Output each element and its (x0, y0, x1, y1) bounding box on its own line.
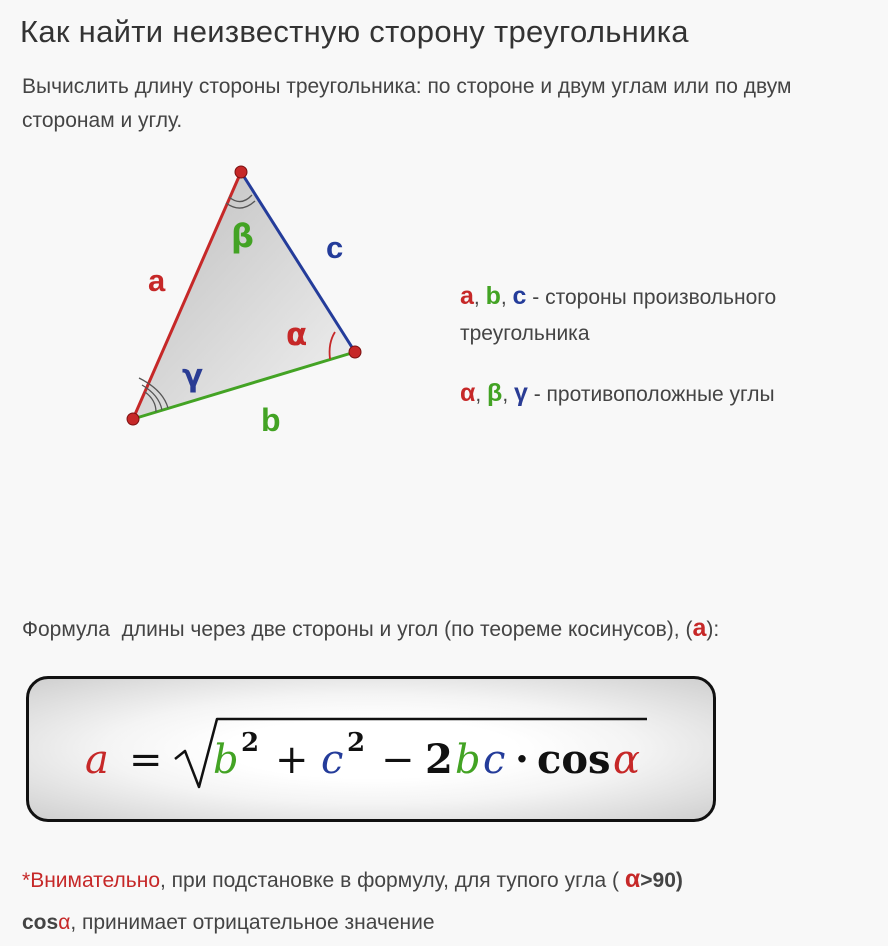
formula-equals: = (129, 737, 163, 783)
formula-b-power: 2 (241, 728, 260, 758)
intro-text: Вычислить длину стороны треугольника: по стороне и двум углам или по двум сторонам и углу. (22, 75, 792, 132)
legend-symbol-b: b (485, 282, 501, 310)
vertex-right (349, 346, 361, 358)
label-angle-beta: β (231, 217, 254, 255)
legend-symbol-beta: β (487, 379, 503, 407)
formula-b: b (213, 737, 239, 783)
note-alpha: α (624, 865, 641, 893)
formula-plus: + (275, 737, 309, 783)
legend-symbol-c: c (512, 282, 527, 310)
formula-cos: cos (537, 736, 611, 783)
note-gt90: >90) (640, 869, 683, 892)
formula-bc-b: b (455, 737, 481, 783)
formula-label-suffix: ): (706, 618, 720, 641)
formula-alpha: α (613, 737, 641, 783)
note-star: * (22, 869, 31, 892)
note-cos: cos (22, 911, 59, 934)
legend (460, 278, 860, 408)
formula-lhs-a: a (85, 737, 109, 783)
page-title: Как найти неизвестную сторону треугольника (20, 14, 689, 49)
formula-bc-c: c (483, 737, 506, 783)
formula-label-symbol: a (692, 614, 707, 642)
formula-c-power: 2 (347, 728, 366, 758)
legend-symbol-alpha: α (460, 379, 476, 407)
label-angle-gamma: γ (182, 358, 204, 394)
label-side-c: c (326, 230, 344, 265)
note-text-2: , принимает отрицательное значение (70, 911, 435, 934)
formula-c: c (321, 737, 344, 783)
formula-label (22, 614, 719, 643)
formula-coef: 2 (425, 736, 453, 783)
legend-angles-text: - противоположные углы (533, 383, 775, 406)
formula-dot: · (515, 736, 529, 783)
note-warning: Внимательно (30, 869, 161, 892)
triangle-fill (133, 172, 355, 419)
note-text-1: , при подстановке в формулу, для тупого угла ( (160, 869, 620, 892)
legend-angles: α, β, γ - противоположные углы (460, 379, 775, 407)
legend-sides-text: - стороны произвольного треугольника (460, 286, 777, 345)
legend-sides: a, b, c - стороны произвольного треугольника (460, 282, 777, 345)
legend-symbol-a: a (460, 282, 474, 310)
label-angle-alpha: α (286, 317, 308, 353)
legend-symbol-gamma: γ (513, 379, 528, 407)
vertex-top (235, 166, 247, 178)
formula-minus: − (381, 737, 415, 783)
label-side-b: b (261, 402, 281, 438)
formula-box (26, 676, 716, 822)
note (22, 858, 872, 944)
triangle-diagram (100, 150, 400, 450)
note-cos-alpha: α (58, 911, 71, 934)
label-side-a: a (148, 263, 166, 298)
vertex-left (127, 413, 139, 425)
cosine-law-formula (29, 679, 713, 819)
formula-label-prefix: Формула длины через две стороны и угол (по теореме косинусов), ( (22, 618, 693, 641)
